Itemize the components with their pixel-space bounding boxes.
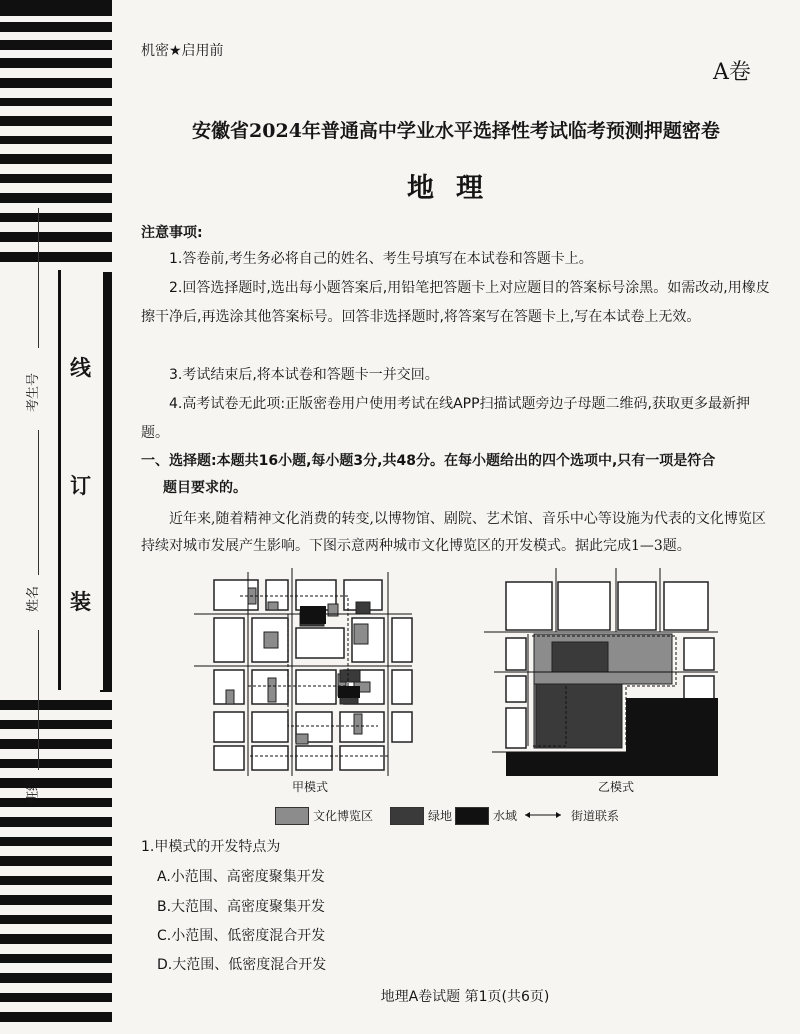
student-id-label: 考生号 <box>26 372 41 412</box>
margin-stripe <box>0 798 112 807</box>
notice-item: 3.考试结束后,将本试卷和答题卡一并交回。 <box>169 367 439 383</box>
margin-stripe <box>0 954 112 963</box>
margin-stripe <box>0 58 112 68</box>
class-label: 班级 <box>26 777 41 804</box>
class-line <box>38 630 39 770</box>
margin-stripe <box>0 40 112 50</box>
section-heading-line2: 题目要求的。 <box>163 480 247 496</box>
section-heading <box>141 448 777 502</box>
notice-item: 4.高考试卷无此项:正版密卷用户使用考试在线APP扫描试题旁边子母题二维码,获取更多最新押题。 <box>141 396 750 441</box>
margin-stripe <box>0 78 112 88</box>
margin-stripe <box>0 0 112 16</box>
legend-label: 绿地 <box>428 809 453 823</box>
margin-stripe <box>0 700 112 710</box>
question-option: C.小范围、低密度混合开发 <box>157 928 326 944</box>
margin-stripe <box>0 759 112 768</box>
legend-swatch-water <box>455 807 489 825</box>
margin-stripe <box>0 252 112 262</box>
question-stem: 1.甲模式的开发特点为 <box>141 839 281 855</box>
legend-label: 水域 <box>493 809 518 823</box>
margin-stripe <box>0 837 112 846</box>
secret-mark: 机密★启用前 <box>141 43 224 59</box>
binding-margin <box>0 0 122 1034</box>
legend-swatch-culture-zone <box>275 807 309 825</box>
margin-stripe <box>0 973 112 983</box>
margin-stripe <box>0 934 112 944</box>
question-option: A.小范围、高密度聚集开发 <box>157 869 325 885</box>
margin-stripe <box>0 856 112 866</box>
binding-char: 线 <box>70 356 91 380</box>
name-line <box>38 430 39 575</box>
legend-swatch-green <box>390 807 424 825</box>
question-intro: 近年来,随着精神文化消费的转变,以博物馆、剧院、艺术馆、音乐中心等设施为代表的文化博览区持续对城市发展产生影响。下图示意两种城市文化博览区的开发模式。据此完成1—3题。 <box>141 511 766 554</box>
question-option: D.大范围、低密度混合开发 <box>157 957 327 973</box>
figure-caption-a: 甲模式 <box>292 780 329 794</box>
margin-stripe <box>0 739 112 749</box>
name-label: 姓名 <box>26 585 41 612</box>
margin-stripe <box>0 817 112 827</box>
notice-item: 1.答卷前,考生务必将自己的姓名、考生号填写在本试卷和答题卡上。 <box>169 251 593 267</box>
binding-char: 装 <box>70 590 91 614</box>
margin-stripe <box>0 116 112 126</box>
student-id-line <box>38 208 39 348</box>
question-option: B.大范围、高密度聚集开发 <box>157 899 326 915</box>
pattern-a-map <box>188 566 418 778</box>
volume-label: A卷 <box>713 60 751 85</box>
margin-stripe <box>0 213 112 222</box>
page-footer: 地理A卷试题 第1页(共6页) <box>380 989 550 1005</box>
figure-caption-b: 乙模式 <box>598 780 635 794</box>
margin-stripe <box>0 98 112 106</box>
margin-stripe <box>0 154 112 164</box>
margin-stripe <box>0 136 112 144</box>
legend-label: 街道联系 <box>571 809 620 823</box>
legend-label: 文化博览区 <box>313 809 374 823</box>
margin-stripe <box>0 22 112 32</box>
street-link-arrow-icon <box>523 809 563 821</box>
margin-stripe <box>0 720 112 729</box>
section-heading-line1: 一、选择题:本题共16小题,每小题3分,共48分。在每小题给出的四个选项中,只有一项是符合 <box>141 453 716 469</box>
notice-heading: 注意事项: <box>141 225 203 241</box>
margin-stripe <box>0 778 112 788</box>
exam-title: 安徽省2024年普通高中学业水平选择性考试临考预测押题密卷 <box>192 120 720 142</box>
margin-stripe <box>0 1012 112 1022</box>
notice-item: 2.回答选择题时,选出每小题答案后,用铅笔把答题卡上对应题目的答案标号涂黑。如需改动,用橡皮擦干净后,再选涂其他答案标号。回答非选择题时,将答案写在答题卡上,写在本试卷上无效。 <box>141 280 770 325</box>
pattern-b-map <box>476 566 726 778</box>
margin-stripe <box>0 232 112 242</box>
margin-stripe <box>0 174 112 183</box>
margin-stripe <box>0 193 112 203</box>
subject-title: 地理 <box>407 173 505 204</box>
margin-stripe <box>0 895 112 905</box>
margin-stripe <box>0 876 112 885</box>
binding-char: 订 <box>70 474 91 498</box>
margin-stripe <box>0 915 112 924</box>
